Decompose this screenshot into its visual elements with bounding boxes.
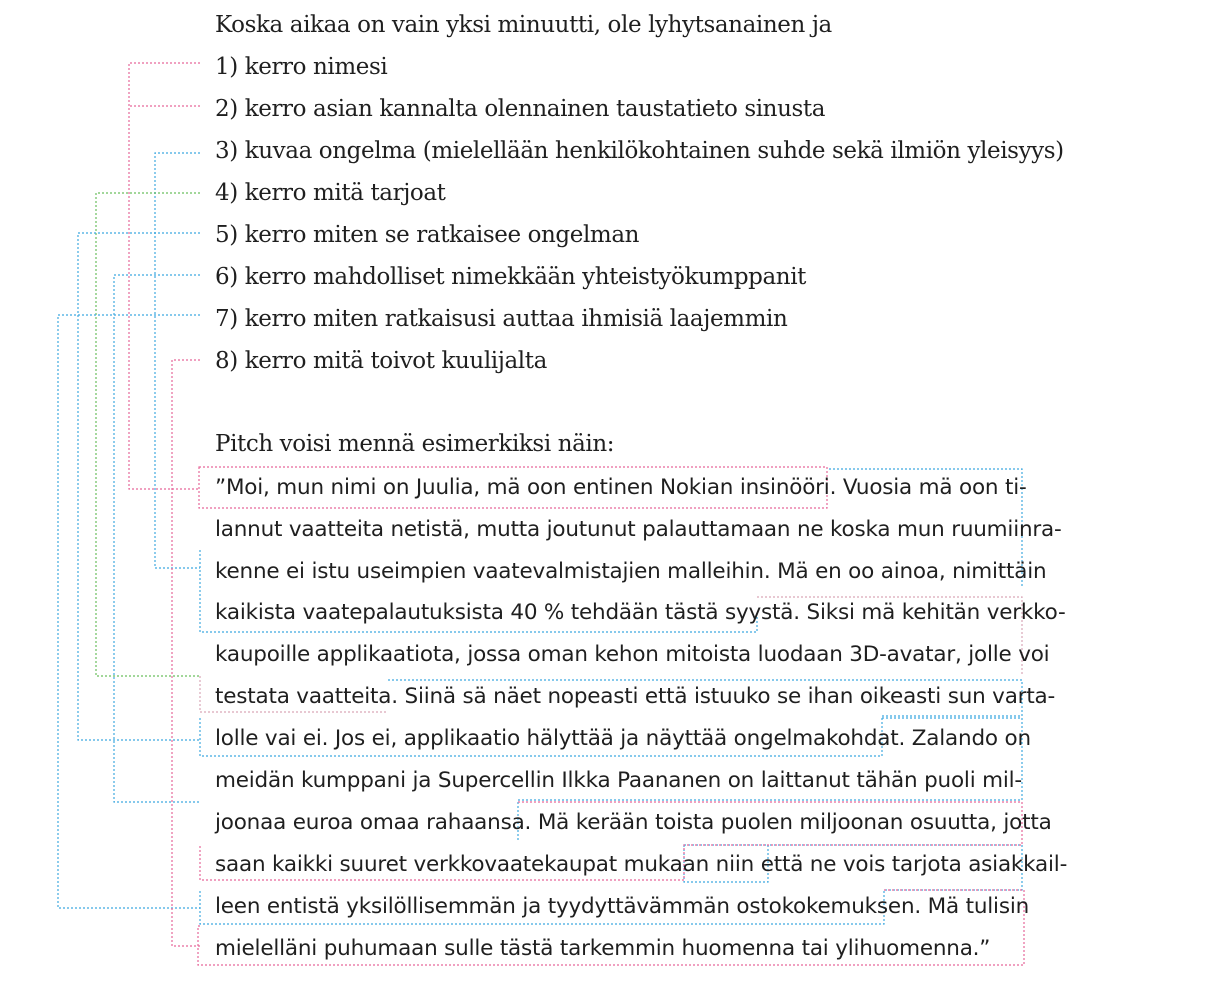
list-item: 8) kerro mitä toivot kuulijalta: [215, 348, 547, 374]
list-item: 1) kerro nimesi: [215, 54, 388, 80]
pitch-line: meidän kumppani ja Supercellin Ilkka Paananen on laittanut tähän puoli mil-: [215, 768, 1022, 793]
example-heading: Pitch voisi mennä esimerkiksi näin:: [215, 431, 615, 457]
connector-step-3: [155, 153, 200, 568]
pitch-line: testata vaatteita. Siinä sä näet nopeasti että istuuko se ihan oikeasti sun varta-: [215, 684, 1056, 709]
list-item: 5) kerro miten se ratkaisee ongelman: [215, 222, 640, 248]
pitch-line: ”Moi, mun nimi on Juulia, mä oon entinen Nokian insinööri. Vuosia mä oon ti-: [215, 475, 1027, 500]
connector-step-7: [58, 315, 200, 908]
connector-step-8: [172, 360, 200, 946]
pitch-line: mielelläni puhumaan sulle tästä tarkemmin huomenna tai ylihuomenna.”: [215, 936, 991, 961]
pitch-line: lolle vai ei. Jos ei, applikaatio hälyttää ja näyttää ongelmakohdat. Zalando on: [215, 726, 1031, 751]
list-item: 7) kerro miten ratkaisusi auttaa ihmisiä laajemmin: [215, 306, 788, 332]
list-item: 6) kerro mahdolliset nimekkään yhteistyökumppanit: [215, 264, 807, 290]
connector-step-6: [114, 275, 200, 802]
connector-step-1: [129, 63, 200, 489]
list-item: 3) kuvaa ongelma (mielellään henkilökohtainen suhde sekä ilmiön yleisyys): [215, 138, 1064, 164]
pitch-line: lannut vaatteita netistä, mutta joutunut palauttamaan ne koska mun ruumiinra-: [215, 517, 1062, 542]
pitch-line: kaupoille applikaatiota, jossa oman kehon mitoista luodaan 3D-avatar, jolle voi: [215, 642, 1050, 667]
pitch-line: joonaa euroa omaa rahaansa. Mä kerään toista puolen miljoonan osuutta, jotta: [215, 810, 1052, 835]
list-item: 4) kerro mitä tarjoat: [215, 180, 446, 206]
connector-step-5: [78, 233, 200, 740]
pitch-line: kaikista vaatepalautuksista 40 % tehdään tästä syystä. Siksi mä kehitän verkko-: [215, 600, 1066, 625]
pitch-line: kenne ei istu useimpien vaatevalmistajien malleihin. Mä en oo ainoa, nimittäin: [215, 559, 1047, 584]
pitch-line: saan kaikki suuret verkkovaatekaupat mukaan niin että ne vois tarjota asiakkail-: [215, 852, 1068, 877]
connector-step-4: [96, 193, 200, 676]
pitch-line: leen entistä yksilöllisemmän ja tyydyttävämmän ostokokemuksen. Mä tulisin: [215, 894, 1030, 919]
list-item: 2) kerro asian kannalta olennainen taustatieto sinusta: [215, 96, 826, 122]
intro-text: Koska aikaa on vain yksi minuutti, ole lyhytsanainen ja: [215, 12, 832, 38]
